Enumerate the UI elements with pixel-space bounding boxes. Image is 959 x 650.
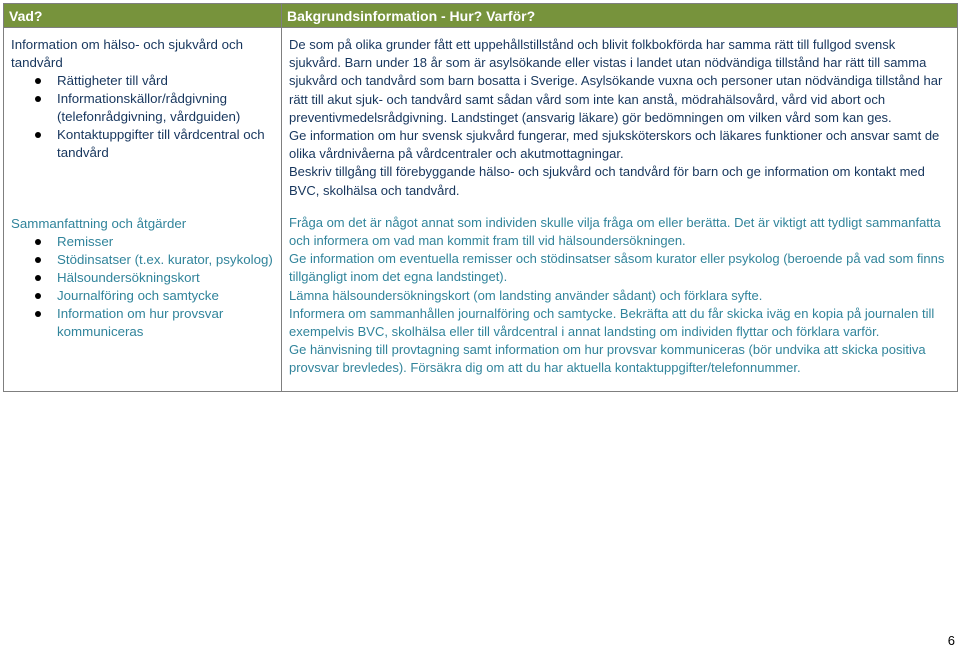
info-list	[11, 72, 275, 162]
background-paragraph: De som på olika grunder fått ett uppehållstillstånd och blivit folkbokförda har samma rätt till fullgod svensk sjukvård. Barn under 18 år som är asylsökande eller vistas i landet utan nödvändiga tillstånd har rätt till samma sjukvård och tandvård som barn bosatta i Sverige. Asylsökande vuxna och personer utan nödvändiga tillstånd har rätt till akut sjuk- och tandvård samt sådan vård som inte kan anstå, mödrahälsovård, vård vid abort och preventivmedelsrådgivning. Landstinget (ansvarig läkare) gör bedömningen om vilken vård som kan ges.	[289, 37, 943, 125]
info-table	[3, 3, 958, 392]
summary-paragraph: Ge information om eventuella remisser och stödinsatser såsom kurator eller psykolog (beroende på vad som finns tillgängligt inom det egna landstinget).	[289, 251, 945, 285]
list-item: Informationskällor/rådgivning (telefonrådgivning, vårdguiden)	[57, 90, 275, 126]
summary-paragraph: Ge hänvisning till provtagning samt information om hur provsvar kommuniceras (bör undvika att skicka positiva provsvar brevledes). Försäkra dig om att du har aktuella kontaktuppgifter/telefonnummer.	[289, 342, 926, 376]
summary-paragraph: Lämna hälsoundersökningskort (om landsting använder sådant) och förklara syfte.	[289, 287, 763, 303]
list-item: Stödinsatser (t.ex. kurator, psykolog)	[57, 251, 275, 269]
summary-paragraph: Fråga om det är något annat som individen skulle vilja fråga om eller berätta. Det är viktigt att tydligt sammanfatta och informera om vad man kommit fram till vid hälsoundersökningen.	[289, 214, 941, 249]
table-row	[4, 28, 958, 392]
summary-paragraph: Informera om sammanhållen journalföring och samtycke. Bekräfta att du får skicka iväg en kopia på journalen till exempelvis BVC, skolhälsa eller till vårdcentral i annat landsting om individen flyttar och förklara varför.	[289, 305, 935, 340]
list-item: Rättigheter till vård	[57, 72, 275, 90]
list-item: Information om hur provsvar kommuniceras	[57, 305, 275, 341]
background-paragraph: Beskriv tillgång till förebyggande hälso- och sjukvård och tandvård för barn och ge information om kontakt med BVC, skolhälsa och tandvård.	[289, 164, 925, 198]
list-item: Remisser	[57, 233, 275, 251]
list-item: Journalföring och samtycke	[57, 287, 275, 305]
list-item: Kontaktuppgifter till vårdcentral och tandvård	[57, 126, 275, 162]
col1-header: Vad?	[4, 4, 282, 28]
info-section-title: Information om hälso- och sjukvård och tandvård	[11, 37, 244, 70]
background-paragraph: Ge information om hur svensk sjukvård fungerar, med sjuksköterskors och läkares funktioner och ansvar samt de olika vårdnivåerna på vårdcentraler och akutmottagningar.	[289, 128, 940, 162]
list-item: Hälsoundersökningskort	[57, 269, 275, 287]
summary-section-title: Sammanfattning och åtgärder	[11, 216, 187, 231]
page-number: 6	[947, 633, 955, 648]
summary-list	[11, 233, 275, 341]
summary-text	[289, 214, 949, 378]
table-header-row	[4, 4, 958, 28]
col2-header: Bakgrundsinformation - Hur? Varför?	[282, 4, 958, 28]
background-text	[289, 36, 949, 200]
what-column	[4, 28, 282, 392]
background-column	[282, 28, 958, 392]
